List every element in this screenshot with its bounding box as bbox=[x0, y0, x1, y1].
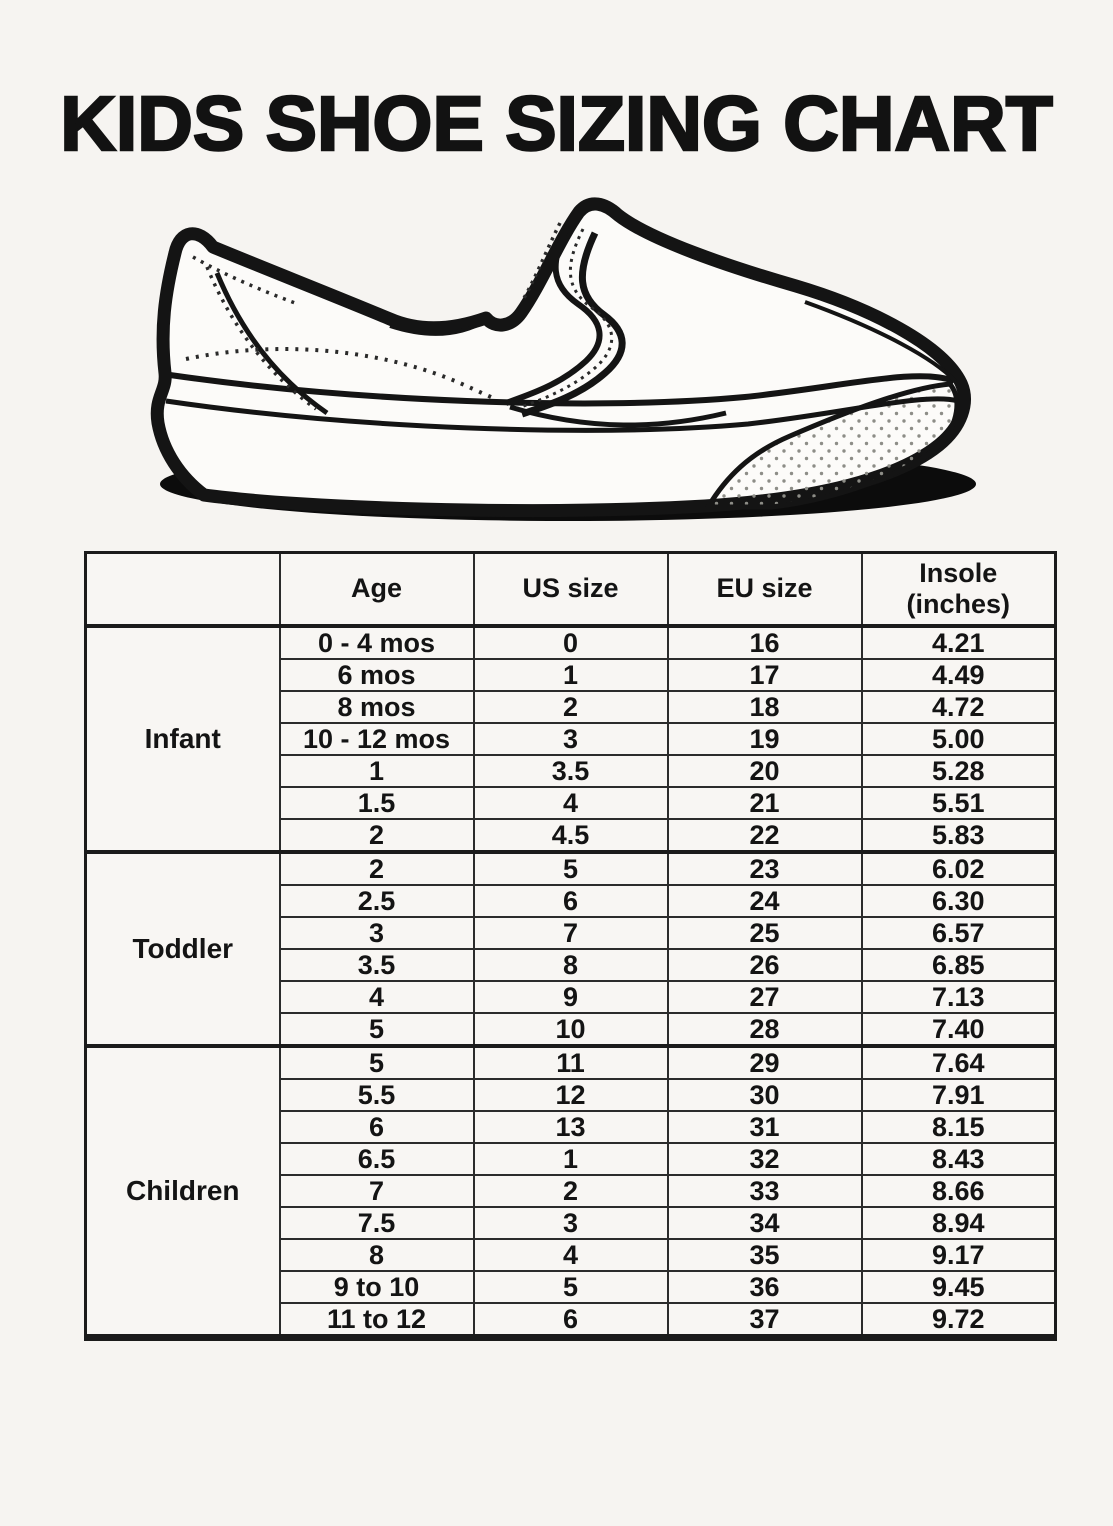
age-cell: 3 bbox=[280, 917, 474, 949]
us-size-cell: 3.5 bbox=[474, 755, 668, 787]
group-label-infant: Infant bbox=[86, 626, 280, 852]
us-size-cell: 6 bbox=[474, 885, 668, 917]
eu-size-cell: 25 bbox=[668, 917, 862, 949]
insole-cell: 6.57 bbox=[862, 917, 1056, 949]
insole-cell: 5.28 bbox=[862, 755, 1056, 787]
eu-size-cell: 37 bbox=[668, 1303, 862, 1338]
insole-cell: 9.72 bbox=[862, 1303, 1056, 1338]
group-label-children: Children bbox=[86, 1046, 280, 1338]
us-size-cell: 13 bbox=[474, 1111, 668, 1143]
us-size-cell: 0 bbox=[474, 626, 668, 659]
insole-cell: 6.85 bbox=[862, 949, 1056, 981]
us-size-cell: 9 bbox=[474, 981, 668, 1013]
us-size-cell: 5 bbox=[474, 1271, 668, 1303]
eu-size-cell: 34 bbox=[668, 1207, 862, 1239]
eu-size-cell: 30 bbox=[668, 1079, 862, 1111]
table-row bbox=[86, 1046, 1056, 1079]
age-cell: 6 mos bbox=[280, 659, 474, 691]
eu-size-cell: 24 bbox=[668, 885, 862, 917]
group-label-toddler: Toddler bbox=[86, 852, 280, 1046]
eu-size-cell: 23 bbox=[668, 852, 862, 885]
age-cell: 8 mos bbox=[280, 691, 474, 723]
age-cell: 9 to 10 bbox=[280, 1271, 474, 1303]
us-size-cell: 1 bbox=[474, 659, 668, 691]
age-cell: 5 bbox=[280, 1046, 474, 1079]
insole-cell: 8.94 bbox=[862, 1207, 1056, 1239]
age-cell: 11 to 12 bbox=[280, 1303, 474, 1338]
age-cell: 7.5 bbox=[280, 1207, 474, 1239]
insole-cell: 9.45 bbox=[862, 1271, 1056, 1303]
insole-cell: 9.17 bbox=[862, 1239, 1056, 1271]
column-header-age: Age bbox=[280, 553, 474, 627]
us-size-cell: 4 bbox=[474, 1239, 668, 1271]
age-cell: 5 bbox=[280, 1013, 474, 1046]
eu-size-cell: 18 bbox=[668, 691, 862, 723]
age-cell: 6.5 bbox=[280, 1143, 474, 1175]
insole-cell: 5.51 bbox=[862, 787, 1056, 819]
insole-cell: 5.00 bbox=[862, 723, 1056, 755]
us-size-cell: 3 bbox=[474, 723, 668, 755]
eu-size-cell: 28 bbox=[668, 1013, 862, 1046]
age-cell: 8 bbox=[280, 1239, 474, 1271]
us-size-cell: 8 bbox=[474, 949, 668, 981]
us-size-cell: 1 bbox=[474, 1143, 668, 1175]
insole-cell: 8.15 bbox=[862, 1111, 1056, 1143]
eu-size-cell: 35 bbox=[668, 1239, 862, 1271]
age-cell: 6 bbox=[280, 1111, 474, 1143]
eu-size-cell: 29 bbox=[668, 1046, 862, 1079]
age-cell: 7 bbox=[280, 1175, 474, 1207]
insole-cell: 7.40 bbox=[862, 1013, 1056, 1046]
us-size-cell: 2 bbox=[474, 691, 668, 723]
page-title: KIDS SHOE SIZING CHART bbox=[60, 81, 1053, 167]
table-body bbox=[86, 626, 1056, 1338]
insole-cell: 4.21 bbox=[862, 626, 1056, 659]
column-header-eu-size: EU size bbox=[668, 553, 862, 627]
eu-size-cell: 21 bbox=[668, 787, 862, 819]
eu-size-cell: 31 bbox=[668, 1111, 862, 1143]
us-size-cell: 2 bbox=[474, 1175, 668, 1207]
sizing-table bbox=[84, 551, 1057, 1341]
age-cell: 2.5 bbox=[280, 885, 474, 917]
eu-size-cell: 36 bbox=[668, 1271, 862, 1303]
insole-cell: 7.13 bbox=[862, 981, 1056, 1013]
eu-size-cell: 16 bbox=[668, 626, 862, 659]
age-cell: 0 - 4 mos bbox=[280, 626, 474, 659]
us-size-cell: 4.5 bbox=[474, 819, 668, 852]
us-size-cell: 5 bbox=[474, 852, 668, 885]
age-cell: 5.5 bbox=[280, 1079, 474, 1111]
age-cell: 4 bbox=[280, 981, 474, 1013]
table-row bbox=[86, 626, 1056, 659]
eu-size-cell: 20 bbox=[668, 755, 862, 787]
insole-cell: 8.66 bbox=[862, 1175, 1056, 1207]
age-cell: 10 - 12 mos bbox=[280, 723, 474, 755]
insole-cell: 8.43 bbox=[862, 1143, 1056, 1175]
column-header-insole: Insole (inches) bbox=[862, 553, 1056, 627]
table-corner-cell bbox=[86, 553, 280, 627]
eu-size-cell: 33 bbox=[668, 1175, 862, 1207]
insole-cell: 7.64 bbox=[862, 1046, 1056, 1079]
age-cell: 3.5 bbox=[280, 949, 474, 981]
insole-cell: 5.83 bbox=[862, 819, 1056, 852]
table-header-row bbox=[86, 553, 1056, 627]
age-cell: 2 bbox=[280, 819, 474, 852]
us-size-cell: 3 bbox=[474, 1207, 668, 1239]
insole-cell: 4.72 bbox=[862, 691, 1056, 723]
insole-cell: 6.02 bbox=[862, 852, 1056, 885]
eu-size-cell: 17 bbox=[668, 659, 862, 691]
us-size-cell: 6 bbox=[474, 1303, 668, 1338]
insole-cell: 4.49 bbox=[862, 659, 1056, 691]
eu-size-cell: 26 bbox=[668, 949, 862, 981]
shoe-illustration bbox=[90, 177, 1030, 547]
eu-size-cell: 19 bbox=[668, 723, 862, 755]
column-header-us-size: US size bbox=[474, 553, 668, 627]
us-size-cell: 4 bbox=[474, 787, 668, 819]
age-cell: 1 bbox=[280, 755, 474, 787]
us-size-cell: 11 bbox=[474, 1046, 668, 1079]
us-size-cell: 12 bbox=[474, 1079, 668, 1111]
shoe-drawing-svg bbox=[90, 177, 1030, 547]
eu-size-cell: 27 bbox=[668, 981, 862, 1013]
us-size-cell: 7 bbox=[474, 917, 668, 949]
insole-cell: 7.91 bbox=[862, 1079, 1056, 1111]
insole-cell: 6.30 bbox=[862, 885, 1056, 917]
us-size-cell: 10 bbox=[474, 1013, 668, 1046]
age-cell: 2 bbox=[280, 852, 474, 885]
table-row bbox=[86, 852, 1056, 885]
age-cell: 1.5 bbox=[280, 787, 474, 819]
eu-size-cell: 22 bbox=[668, 819, 862, 852]
eu-size-cell: 32 bbox=[668, 1143, 862, 1175]
